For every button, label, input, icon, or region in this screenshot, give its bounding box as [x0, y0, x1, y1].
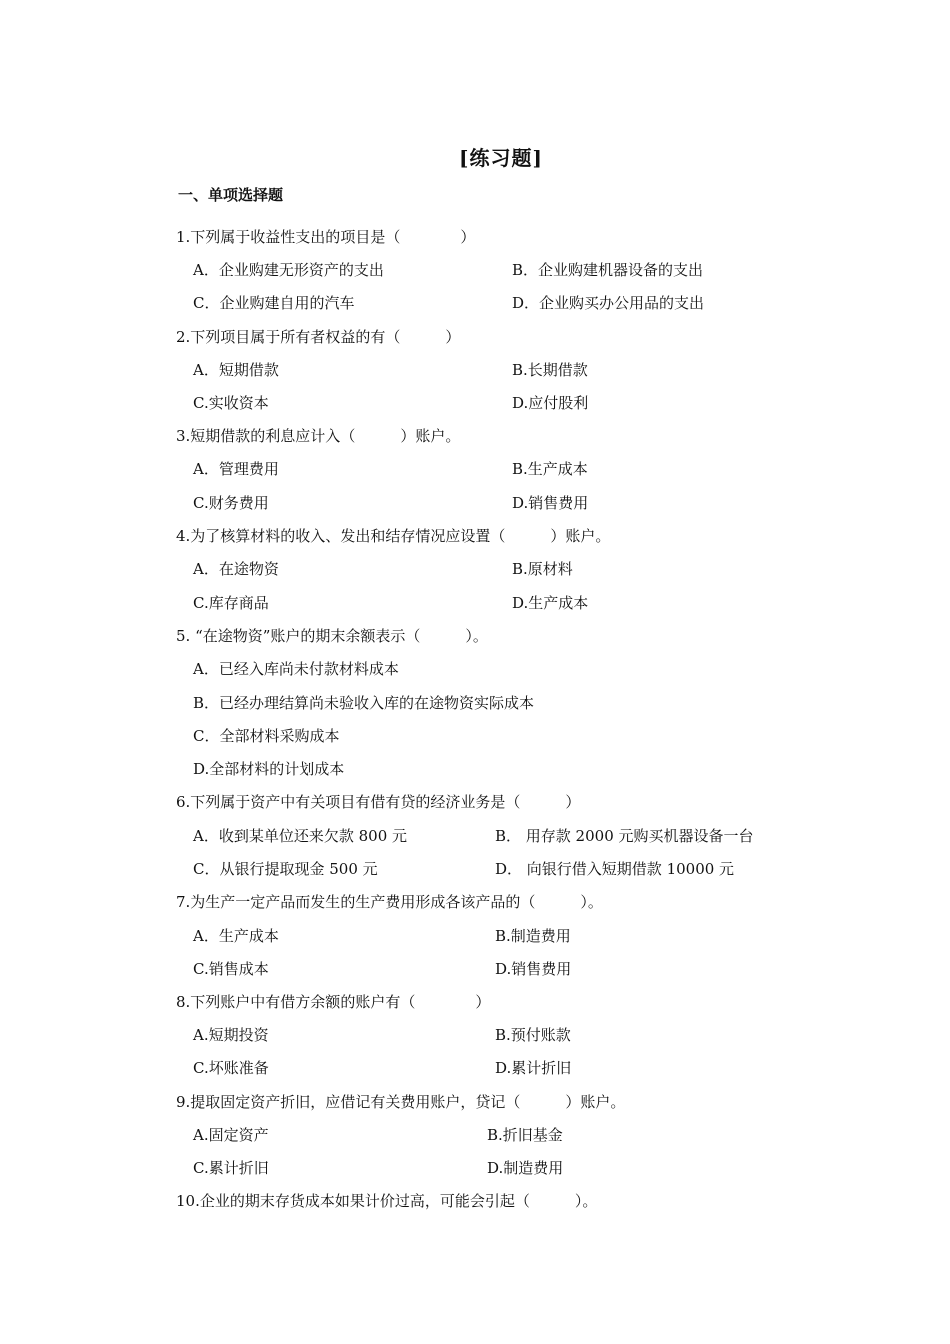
question-9: 9.提取固定资产折旧，应借记有关费用账户，贷记（ ）账户。: [176, 1093, 626, 1111]
q9-option-b: B.折旧基金: [487, 1126, 563, 1144]
q8-option-d: D.累计折旧: [495, 1059, 572, 1077]
question-5: 5. “在途物资”账户的期末余额表示（ ）。: [176, 627, 488, 645]
q4-option-d: D.生产成本: [512, 594, 589, 612]
question-2: 2.下列项目属于所有者权益的有（ ）: [176, 328, 461, 346]
q2-option-c: C.实收资本: [193, 394, 269, 412]
q2-option-d: D.应付股利: [512, 394, 589, 412]
q3-option-d: D.销售费用: [512, 494, 589, 512]
q1-option-b: B．企业购建机器设备的支出: [512, 261, 704, 279]
question-8: 8.下列账户中有借方余额的账户有（ ）: [176, 993, 491, 1011]
q5-option-d: D.全部材料的计划成本: [193, 760, 345, 778]
q8-option-c: C.坏账准备: [193, 1059, 269, 1077]
question-10: 10.企业的期末存货成本如果计价过高，可能会引起（ ）。: [176, 1192, 598, 1210]
q9-option-c: C.累计折旧: [193, 1159, 269, 1177]
q6-option-b: B． 用存款 2000 元购买机器设备一台: [495, 827, 754, 845]
q3-option-b: B.生产成本: [512, 460, 588, 478]
question-4: 4.为了核算材料的收入、发出和结存情况应设置（ ）账户。: [176, 527, 611, 545]
q1-option-a: A．企业购建无形资产的支出: [193, 261, 384, 279]
q9-option-a: A.固定资产: [193, 1126, 269, 1144]
q7-option-c: C.销售成本: [193, 960, 269, 978]
question-1: 1.下列属于收益性支出的项目是（ ）: [176, 228, 476, 246]
q9-option-d: D.制造费用: [487, 1159, 564, 1177]
q5-option-b: B．已经办理结算尚未验收入库的在途物资实际成本: [193, 694, 535, 712]
q7-option-d: D.销售费用: [495, 960, 572, 978]
q1-option-c: C．企业购建自用的汽车: [193, 294, 355, 312]
page-title: [练习题]: [459, 146, 543, 170]
q3-option-c: C.财务费用: [193, 494, 269, 512]
question-7: 7.为生产一定产品而发生的生产费用形成各该产品的（ ）。: [176, 893, 603, 911]
q7-option-a: A．生产成本: [193, 927, 279, 945]
q4-option-a: A．在途物资: [193, 560, 279, 578]
q7-option-b: B.制造费用: [495, 927, 571, 945]
q6-option-d: D． 向银行借入短期借款 10000 元: [495, 860, 735, 878]
q2-option-b: B.长期借款: [512, 361, 588, 379]
q6-option-a: A．收到某单位还来欠款 800 元: [193, 827, 408, 845]
question-3: 3.短期借款的利息应计入（ ）账户。: [176, 427, 461, 445]
question-6: 6.下列属于资产中有关项目有借有贷的经济业务是（ ）: [176, 793, 581, 811]
section-heading: 一、单项选择题: [178, 186, 284, 204]
q8-option-b: B.预付账款: [495, 1026, 571, 1044]
q4-option-c: C.库存商品: [193, 594, 269, 612]
q5-option-c: C．全部材料采购成本: [193, 727, 340, 745]
q8-option-a: A.短期投资: [193, 1026, 269, 1044]
q3-option-a: A．管理费用: [193, 460, 279, 478]
q2-option-a: A．短期借款: [193, 361, 279, 379]
q4-option-b: B.原材料: [512, 560, 573, 578]
q5-option-a: A．已经入库尚未付款材料成本: [193, 660, 399, 678]
q1-option-d: D．企业购买办公用品的支出: [512, 294, 705, 312]
q6-option-c: C．从银行提取现金 500 元: [193, 860, 378, 878]
